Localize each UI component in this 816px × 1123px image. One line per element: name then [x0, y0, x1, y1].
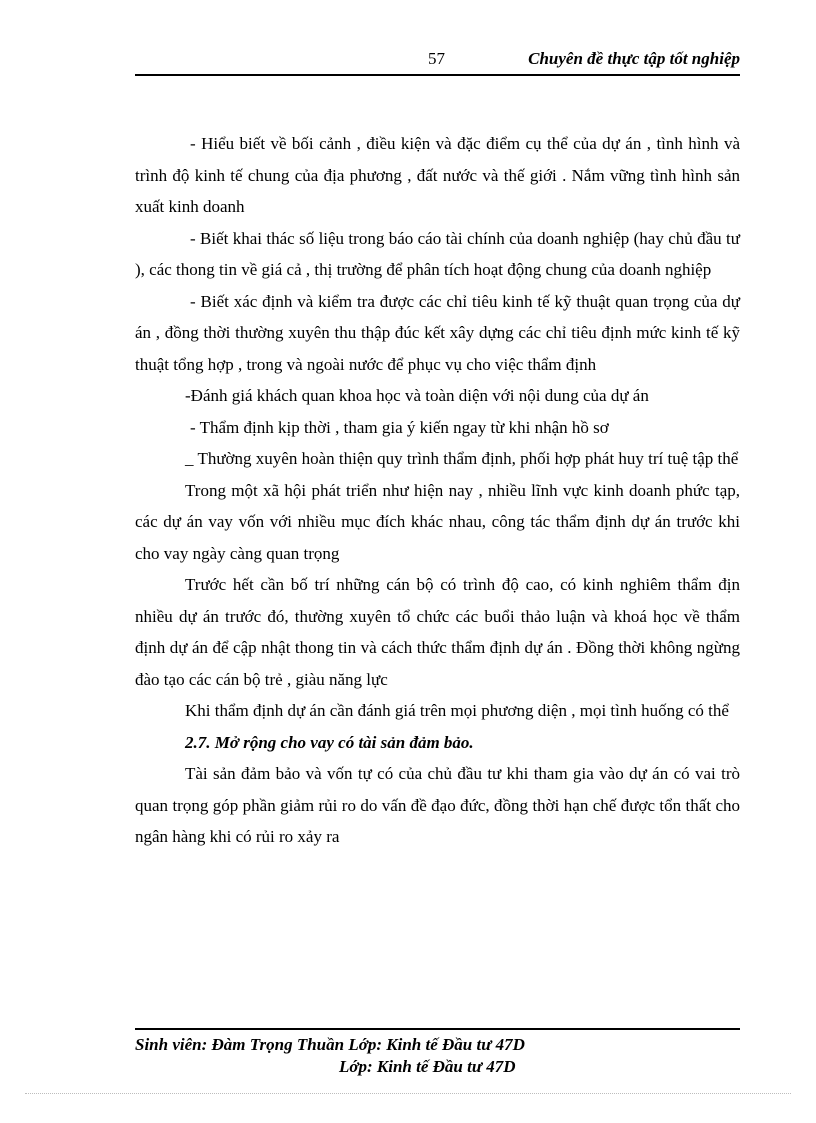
- paragraph: _ Thường xuyên hoàn thiện quy trình thẩm định, phối hợp phát huy trí tuệ tập thể: [185, 449, 739, 468]
- page-header: [135, 44, 740, 76]
- paragraph: -Đánh giá khách quan khoa học và toàn diện với nội dung của dự án: [185, 386, 649, 405]
- paragraph: - Hiểu biết về bối cảnh , điều kiện và đặc điểm cụ thể của dự án , tình hình và trình độ kinh tế chung của địa phương , đất nước và thế giới . Nắm vững tình hình sản xuất kinh doanh: [135, 134, 740, 216]
- paragraph: Trong một xã hội phát triển như hiện nay , nhiều lĩnh vực kinh doanh phức tạp, các dự án vay vốn với nhiều mục đích khác nhau, công tác thẩm định dự án trước khi cho vay ngày càng quan trọng: [135, 480, 740, 563]
- body-text: [135, 128, 740, 853]
- paragraph: Tài sản đảm bảo và vốn tự có của chủ đầu tư khi tham gia vào dự án có vai trò quan trọng góp phần giảm rủi ro do vấn đề đạo đức, đồng thời hạn chế được tổn thất cho ngân hàng khi có rủi ro xảy ra: [135, 764, 740, 846]
- paragraph: Trước hết cần bố trí những cán bộ có trình độ cao, có kinh nghiêm thẩm địn nhiều dự án trước đó, thường xuyên tổ chức các buổi thảo luận và khoá học về thẩm định dự án để cập nhật thong tin và cách thức thẩm định dự án . Đồng thời không ngừng đào tạo các cán bộ trẻ , giàu năng lực: [135, 575, 740, 689]
- paragraph: - Biết xác định và kiểm tra được các chỉ tiêu kinh tế kỹ thuật quan trọng của dự án , đồng thời thường xuyên thu thập đúc kết xây dựng các chỉ tiêu định mức kinh tế kỹ thuật tổng hợp , trong và ngoài nước để phục vụ cho việc thẩm định: [135, 291, 740, 374]
- footer-class-line: Lớp: Kinh tế Đầu tư 47D: [339, 1057, 516, 1076]
- section-heading: 2.7. Mở rộng cho vay có tài sản đảm bảo.: [185, 732, 474, 752]
- footer-student-line: Sinh viên: Đàm Trọng Thuần Lớp: Kinh tế Đầu tư 47D: [135, 1035, 525, 1054]
- paragraph: Khi thẩm định dự án cần đánh giá trên mọi phương diện , mọi tình huống có thể: [185, 701, 729, 720]
- paragraph: - Thẩm định kịp thời , tham gia ý kiến ngay từ khi nhận hồ sơ: [190, 417, 609, 437]
- header-title: Chuyên đề thực tập tốt nghiệp: [528, 49, 740, 68]
- page-edge-divider: [25, 1093, 791, 1094]
- paragraph: - Biết khai thác số liệu trong báo cáo tài chính của doanh nghiệp (hay chủ đầu tư ), các thong tin về giá cả , thị trường để phân tích hoạt động chung của doanh nghiệp: [135, 228, 740, 279]
- page-number: 57: [428, 49, 445, 68]
- page-footer: [135, 1028, 740, 1078]
